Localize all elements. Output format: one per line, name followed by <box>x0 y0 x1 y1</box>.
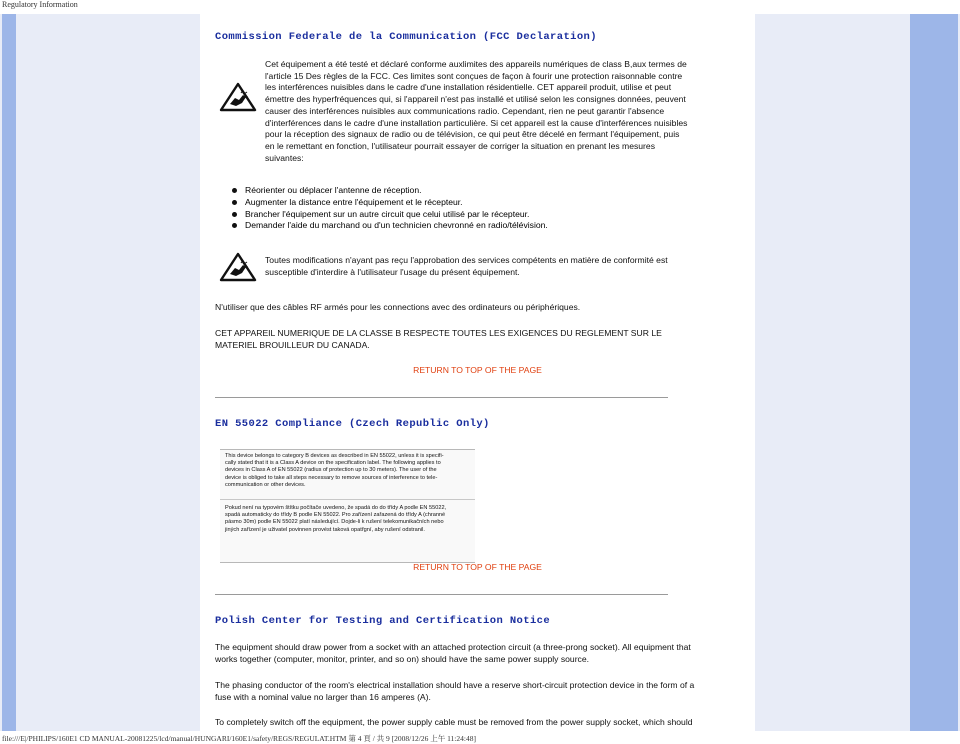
polish-paragraph-1 <box>215 642 745 665</box>
czech-compliance-notice-image <box>220 449 475 563</box>
fcc-intro-line: d'interférences dans le cadre d'une installation particulière. Si cet appareil est la cause d'interférences nuisibles <box>265 117 688 128</box>
fcc-section-title: Commission Federale de la Communication (FCC Declaration) <box>215 31 597 43</box>
right-margin-panel <box>755 14 960 731</box>
browser-page-title: Regulatory Information <box>2 0 78 9</box>
czech-notice-line: spadá automaticky do třídy B podle EN 55022. Pro zařízení zařazená do třídy A (chranné <box>225 512 446 519</box>
fcc-intro-line: causer des interférences nuisibles aux communications radio. Cependant, rien ne peut garantir l'absence <box>265 105 665 116</box>
czech-notice-line: This device belongs to category B devices as described in EN 55022, unless it is specifi- <box>225 453 444 459</box>
polish-line: The equipment should draw power from a socket with an attached protection circuit (a three-prong socket). All equipment that <box>215 642 691 652</box>
fcc-canada-text <box>215 328 745 351</box>
fcc-warning-text <box>265 255 735 278</box>
fcc-intro-line: Cet équipement a été testé et déclaré conforme auxlimites des appareils numériques de class B,aux termes de <box>265 59 687 69</box>
fcc-measures-list <box>230 185 548 232</box>
polish-paragraph-2 <box>215 680 745 703</box>
fcc-canada-line: MATERIEL BROUILLEUR DU CANADA. <box>215 339 370 350</box>
czech-notice-line: devices in Class A of EN 55022 (radius of protection up to 30 meters). The user of the <box>225 467 437 474</box>
footer-file-path: file:///E|/PHILIPS/160E1 CD MANUAL-20081225/lcd/manual/HUNGARI/160E1/safety/REGS/REGULAT.HTM 第 4 頁 / 共 9 [2008/12/26 上午 11:24:48] <box>2 734 476 743</box>
fcc-intro-line: en le remettant en fonction, l'utilisateur pourrait essayer de corriger la situation en prenant les mesures <box>265 140 655 151</box>
czech-notice-line: communication or other devices. <box>225 481 306 488</box>
polish-paragraph-3 <box>215 717 745 729</box>
return-to-top-link[interactable]: RETURN TO TOP OF THE PAGE <box>413 562 542 572</box>
polish-line: works together (computer, monitor, printer, and so on) should have the same power supply source. <box>215 653 590 664</box>
czech-notice-czech <box>225 505 475 534</box>
warning-hand-icon <box>219 82 257 112</box>
fcc-intro-line: les interférences nuisibles dans le cadre d'une installation résidentielle. CET appareil produit, utilise et peut <box>265 82 672 93</box>
list-item: Brancher l'équipement sur un autre circuit que celui utilisé par le récepteur. <box>230 209 548 221</box>
fcc-intro-line: l'article 15 Des règles de la FCC. Ces limites sont conçues de façon à fourir une protection raisonnable contre <box>265 70 683 81</box>
fcc-canada-line: CET APPAREIL NUMERIQUE DE LA CLASSE B RESPECTE TOUTES LES EXIGENCES DU REGLEMENT SUR LE <box>215 328 662 338</box>
fcc-warning-line: susceptible d'interdire à l'utilisateur l'usage du présent équipement. <box>265 266 520 277</box>
list-item: Augmenter la distance entre l'équipement et le récepteur. <box>230 197 548 209</box>
czech-notice-line: jiných zařízení je uživatel povinnen provést taková opatřgní, aby rušení odstranil. <box>225 526 425 533</box>
list-item: Demander l'aide du marchand ou d'un technicien chevronné en radio/télévision. <box>230 220 548 232</box>
czech-notice-line: Pokud není na typovém štítku počítače uvedeno, že spadá do do třídy A podle EN 55022, <box>225 505 447 511</box>
polish-line: The phasing conductor of the room's electrical installation should have a reserve short-circuit protection device in the form of a <box>215 680 695 690</box>
section-divider <box>215 397 668 398</box>
polish-section-title: Polish Center for Testing and Certification Notice <box>215 615 551 627</box>
content-area <box>200 14 755 731</box>
right-margin-stripe <box>910 14 958 731</box>
czech-notice-english <box>225 453 475 489</box>
notice-separator <box>220 499 475 500</box>
czech-notice-line: cally stated that it is a Class A device on the specification label. The following applies to <box>225 460 441 467</box>
section-divider <box>215 594 668 595</box>
fcc-warning-line: Toutes modifications n'ayant pas reçu l'approbation des services compétents en matière de conformité est <box>265 255 668 265</box>
fcc-cables-text: N'utiliser que des câbles RF armés pour les connections avec des ordinateurs ou périphériques. <box>215 302 581 312</box>
fcc-intro-line: émettre des hyperfréquences qui, si l'appareil n'est pas installé et utilisé selon les consignes données, peuvent <box>265 94 686 105</box>
left-margin-stripe <box>2 14 16 731</box>
czech-section-title: EN 55022 Compliance (Czech Republic Only) <box>215 418 490 430</box>
fcc-intro-line: suivantes: <box>265 152 304 163</box>
polish-line: fuse with a nominal value no larger than 16 amperes (A). <box>215 691 431 702</box>
czech-notice-line: pásmo 30m) podle EN 55022 platí následující. Dojde-li k rušení telekomunikačních nebo <box>225 519 444 526</box>
left-margin-panel <box>0 14 200 731</box>
fcc-intro-text <box>265 59 735 164</box>
list-item: Réorienter ou déplacer l'antenne de réception. <box>230 185 548 197</box>
czech-notice-line: device is obliged to take all steps necessary to remove sources of interference to tele- <box>225 474 438 481</box>
polish-line: To completely switch off the equipment, the power supply cable must be removed from the power supply socket, which should <box>215 717 693 727</box>
warning-hand-icon <box>219 252 257 282</box>
fcc-intro-line: pour la réception des signaux de radio ou de télévision, ce qui peut être décelé en fermant l'équipement, puis <box>265 129 680 140</box>
return-to-top-link[interactable]: RETURN TO TOP OF THE PAGE <box>413 365 542 375</box>
